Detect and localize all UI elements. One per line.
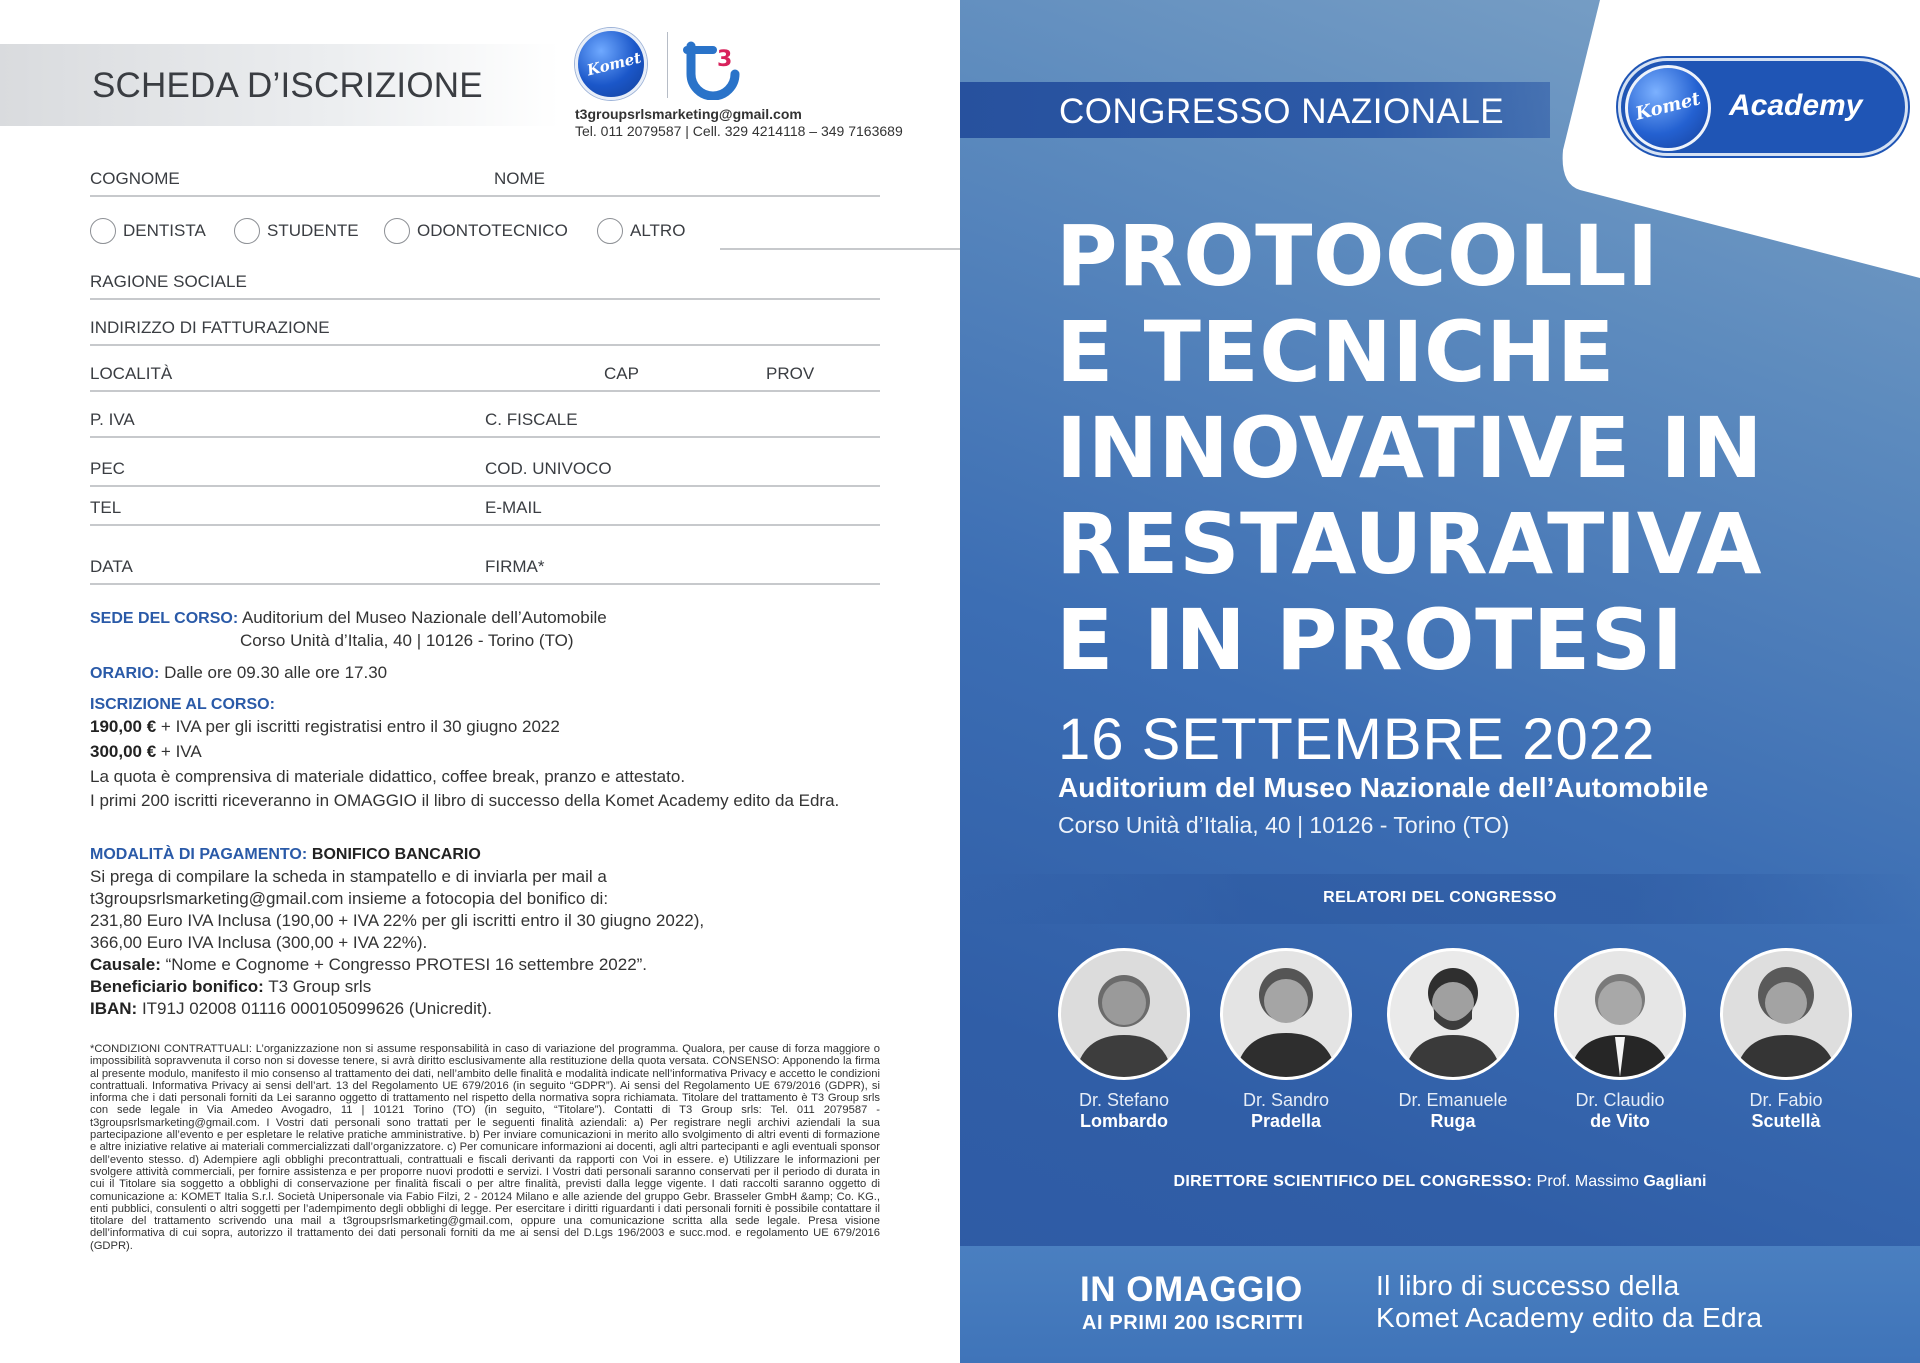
- altro-input-line[interactable]: [720, 248, 970, 250]
- congress-band: [960, 82, 1550, 138]
- pagamento-line4: 366,00 Euro IVA Inclusa (300,00 + IVA 22%).: [90, 933, 428, 952]
- localita-label: LOCALITÀ: [90, 364, 173, 383]
- congress-venue: Auditorium del Museo Nazionale dell’Automobile: [1058, 772, 1709, 803]
- speaker-photo: [1220, 948, 1352, 1080]
- form-row-indirizzo[interactable]: [90, 312, 880, 346]
- director-title: Prof. Massimo: [1536, 1173, 1639, 1190]
- causale-text: “Nome e Cognome + Congresso PROTESI 16 settembre 2022”.: [165, 955, 648, 974]
- title-line: INNOVATIVE IN: [1056, 399, 1764, 497]
- piva-label: P. IVA: [90, 410, 135, 429]
- gift-line1: Il libro di successo della: [1376, 1270, 1680, 1301]
- form-row-localita[interactable]: [90, 358, 880, 392]
- contact-info: [575, 106, 955, 140]
- congress-title: [1056, 208, 1916, 688]
- speaker-first-name: Dr. Fabio: [1749, 1090, 1823, 1110]
- orario-section: [90, 662, 910, 685]
- komet-ring-logo: [1625, 65, 1711, 151]
- form-row-signature[interactable]: [90, 551, 880, 585]
- ragione-sociale-label: RAGIONE SOCIALE: [90, 272, 247, 291]
- academy-text: Academy: [1729, 89, 1863, 122]
- speaker-card: [1706, 948, 1866, 1132]
- title-line: RESTAURATIVA: [1056, 495, 1763, 593]
- title-band: [0, 44, 560, 126]
- congress-cover-page: [960, 0, 1920, 1363]
- form-row-ragione-sociale[interactable]: [90, 266, 880, 300]
- speaker-first-name: Dr. Emanuele: [1398, 1090, 1508, 1110]
- orario-label: ORARIO:: [90, 665, 160, 682]
- iscrizione-note2: I primi 200 iscritti riceveranno in OMAGGIO il libro di successo della Komet Academy edito da Edra.: [90, 791, 840, 810]
- profession-options: [90, 216, 880, 250]
- iban-label: IBAN:: [90, 999, 138, 1018]
- person-icon: [1723, 951, 1849, 1077]
- tel-label: TEL: [90, 498, 122, 517]
- person-icon: [1390, 951, 1516, 1077]
- speaker-photo: [1720, 948, 1852, 1080]
- contact-email: t3groupsrlsmarketing@gmail.com: [575, 106, 802, 122]
- price2-text: + IVA: [160, 742, 202, 761]
- speaker-card: [1206, 948, 1366, 1132]
- congress-label: CONGRESSO NAZIONALE: [1059, 92, 1505, 131]
- price1-text: + IVA per gli iscritti registratisi entro il 30 giugno 2022: [160, 717, 560, 736]
- gift-band: [960, 1246, 1920, 1363]
- prov-label: PROV: [766, 364, 815, 383]
- pec-label: PEC: [90, 459, 125, 478]
- iscrizione-label: ISCRIZIONE AL CORSO:: [90, 696, 275, 713]
- cfiscale-label: C. FISCALE: [485, 410, 578, 429]
- price1: 190,00 €: [90, 717, 157, 736]
- form-title: SCHEDA D’ISCRIZIONE: [92, 66, 483, 105]
- congress-address: Corso Unità d’Italia, 40 | 10126 - Torino (TO): [1058, 812, 1510, 838]
- speaker-last-name: Scutellà: [1751, 1111, 1821, 1131]
- radio-altro[interactable]: [597, 218, 623, 244]
- speaker-photo: [1058, 948, 1190, 1080]
- form-row-fiscal[interactable]: [90, 404, 880, 438]
- header-logos: [575, 28, 755, 108]
- cod-univoco-label: COD. UNIVOCO: [485, 459, 612, 478]
- orario-text: Dalle ore 09.30 alle ore 17.30: [164, 663, 388, 682]
- pagamento-method: BONIFICO BANCARIO: [311, 846, 481, 863]
- form-row-name[interactable]: [90, 163, 880, 197]
- pagamento-line2: t3groupsrlsmarketing@gmail.com insieme a fotocopia del bonifico di:: [90, 889, 609, 908]
- speaker-last-name: Pradella: [1250, 1111, 1322, 1131]
- person-icon: [1557, 951, 1683, 1077]
- relatori-label: RELATORI DEL CONGRESSO: [1323, 889, 1557, 906]
- director-label: DIRETTORE SCIENTIFICO DEL CONGRESSO:: [1173, 1173, 1533, 1190]
- iban-text: IT91J 02008 01116 000105099626 (Unicredit).: [141, 999, 492, 1018]
- price2: 300,00 €: [90, 742, 157, 761]
- pagamento-section: [90, 843, 910, 1020]
- speaker-last-name: Ruga: [1430, 1111, 1476, 1131]
- speaker-first-name: Dr. Sandro: [1242, 1090, 1330, 1110]
- beneficiario-label: Beneficiario bonifico:: [90, 977, 264, 996]
- radio-label-dentista: DENTISTA: [123, 221, 206, 240]
- logo-divider: [667, 32, 668, 98]
- komet-logo: [575, 28, 647, 100]
- gift-heading: IN OMAGGIO: [1080, 1270, 1303, 1309]
- scientific-director: [960, 1173, 1920, 1191]
- sede-label: SEDE DEL CORSO:: [90, 610, 239, 627]
- radio-label-altro: ALTRO: [630, 221, 686, 240]
- speaker-first-name: Dr. Stefano: [1078, 1090, 1170, 1110]
- email-label: E-MAIL: [485, 498, 542, 517]
- radio-studente[interactable]: [234, 218, 260, 244]
- legal-conditions: *CONDIZIONI CONTRATTUALI: L’organizzazione non si assume responsabilità in caso di variazione del programma. Qualora, per cause di forza maggiore o impossibilità sopravvenuta il corso non si dovesse tenere, si avrà diritto esclusivamente alla restituzione della quota versata. CONSENSO: Apponendo la firma al presente modulo, manifesto il mio consenso al trattamento dei dati, nell’ambito delle finalità e modalità indicate nell’informativa Privacy e accetto le condizioni contrattuali. Informativa Privacy ai sensi dell’art. 13 del Regolamento UE 679/2016 (in seguito “GDPR”). Ai sensi del Regolamento UE 679/2016 (GDPR), si informa che i dati personali forniti da Lei saranno oggetto di trattamento nel rispetto della normativa sopra richiamata. Titolare del trattamento è T3 Group srls con sede legale in Via Amedeo Avogadro, 11 | 10121 Torino (TO) (in seguito, “Titolare”). Contatti di T3 Group srls: Tel. 011 2079587 - t3groupsrlsmarketing@gmail.com. I Vostri dati personali sono trattati per le seguenti finalità aziendali: a) Per registrare negli archivi aziendali la sua partecipazione all’evento e per espletare le relative pratiche amministrative. b) Per inviare comunicazioni in merito allo svolgimento di altri eventi di formazione e altre iniziative relative ai materiali commercializzati dall’organizzatore. c) Per comunicare informazioni ai docenti, agli altri partecipanti e agli eventuali sponsor dell’evento stesso. d) Adempiere agli obblighi precontrattuali, contrattuali e fiscali derivanti da rapporti con Voi in essere. e) Utilizzare le informazioni per svolgere attività commerciali, per fornire assistenza e per proporre nuovi prodotti e servizi. I Vostri dati personali saranno conservati per il periodo di durata in cui il Titolare sia soggetto a obblighi di conservazione per finalità fiscali o per altre finalità, previsti dalla legge vigente. I dati raccolti saranno oggetto di comunicazione a: KOMET Italia S.r.l. Società Unipersonale via Fabio Filzi, 2 - 20124 Milano e alle aziende del gruppo Gebr. Brasseler GmbH &amp; Co. KG., enti pubblici, consulenti o altri soggetti per l’adempimento degli obblighi di legge. Per esercitare i diritti riguardanti i dati personali forniti è possibile contattare il titolare del trattamento scrivendo una mail a t3groupsrlsmarketing@gmail.com, oppure una comunicazione scritta alla sede legale. Presa visione dell’informativa di cui sopra, autorizzo il trattamento dei dati personali forniti da me ai sensi del D.Lgs 196/2003 e succ.mod. e regolamento UE 679/2016 (GDPR).: [90, 1043, 880, 1252]
- indirizzo-label: INDIRIZZO DI FATTURAZIONE: [90, 318, 330, 337]
- person-icon: [1223, 951, 1349, 1077]
- radio-label-odontotecnico: ODONTOTECNICO: [417, 221, 568, 240]
- gift-line2: Komet Academy edito da Edra: [1376, 1302, 1763, 1333]
- congress-date: 16 SETTEMBRE 2022: [1058, 707, 1656, 772]
- speaker-card: [1540, 948, 1700, 1132]
- radio-dentista[interactable]: [90, 218, 116, 244]
- person-icon: [1061, 951, 1187, 1077]
- iscrizione-section: [90, 694, 910, 811]
- contact-phones: Tel. 011 2079587 | Cell. 329 4214118 – 349 7163689: [575, 123, 903, 139]
- beneficiario-text: T3 Group srls: [268, 977, 372, 996]
- speaker-card: [1373, 948, 1533, 1132]
- form-row-contacts[interactable]: [90, 492, 880, 526]
- svg-text:3: 3: [717, 47, 733, 72]
- gift-description: [1376, 1270, 1762, 1334]
- title-line: E TECNICHE: [1056, 303, 1615, 401]
- cognome-label: COGNOME: [90, 169, 180, 188]
- sede-section: [90, 607, 910, 652]
- komet-academy-logo: [1618, 58, 1908, 156]
- causale-label: Causale:: [90, 955, 161, 974]
- title-line: PROTOCOLLI: [1056, 207, 1659, 305]
- speaker-last-name: Lombardo: [1080, 1111, 1168, 1131]
- form-row-pec[interactable]: [90, 453, 880, 487]
- speaker-photo: [1387, 948, 1519, 1080]
- iscrizione-note1: La quota è comprensiva di materiale didattico, coffee break, pranzo e attestato.: [90, 767, 686, 786]
- director-name: Gagliani: [1643, 1173, 1707, 1190]
- title-line: E IN PROTESI: [1056, 591, 1684, 689]
- radio-odontotecnico[interactable]: [384, 218, 410, 244]
- pagamento-label: MODALITÀ DI PAGAMENTO:: [90, 846, 308, 863]
- nome-label: NOME: [494, 169, 545, 188]
- data-label: DATA: [90, 557, 133, 576]
- komet-logo-text: Komet: [585, 48, 643, 80]
- speaker-card: [1044, 948, 1204, 1132]
- relatori-band: [960, 874, 1920, 924]
- speaker-photo: [1554, 948, 1686, 1080]
- radio-label-studente: STUDENTE: [267, 221, 359, 240]
- cap-label: CAP: [604, 364, 639, 383]
- t3-logo: [683, 36, 747, 100]
- pagamento-line3: 231,80 Euro IVA Inclusa (190,00 + IVA 22% per gli iscritti entro il 30 giugno 2022),: [90, 911, 705, 930]
- speaker-last-name: de Vito: [1590, 1111, 1650, 1131]
- komet-ring-text: Komet: [1633, 88, 1703, 125]
- sede-line1: Auditorium del Museo Nazionale dell’Automobile: [241, 608, 607, 627]
- firma-label: FIRMA*: [485, 557, 545, 576]
- speaker-first-name: Dr. Claudio: [1575, 1090, 1665, 1110]
- sede-line2: Corso Unità d’Italia, 40 | 10126 - Torino (TO): [240, 631, 574, 650]
- pagamento-line1: Si prega di compilare la scheda in stampatello e di inviarla per mail a: [90, 867, 607, 886]
- gift-subheading: AI PRIMI 200 ISCRITTI: [1082, 1312, 1304, 1334]
